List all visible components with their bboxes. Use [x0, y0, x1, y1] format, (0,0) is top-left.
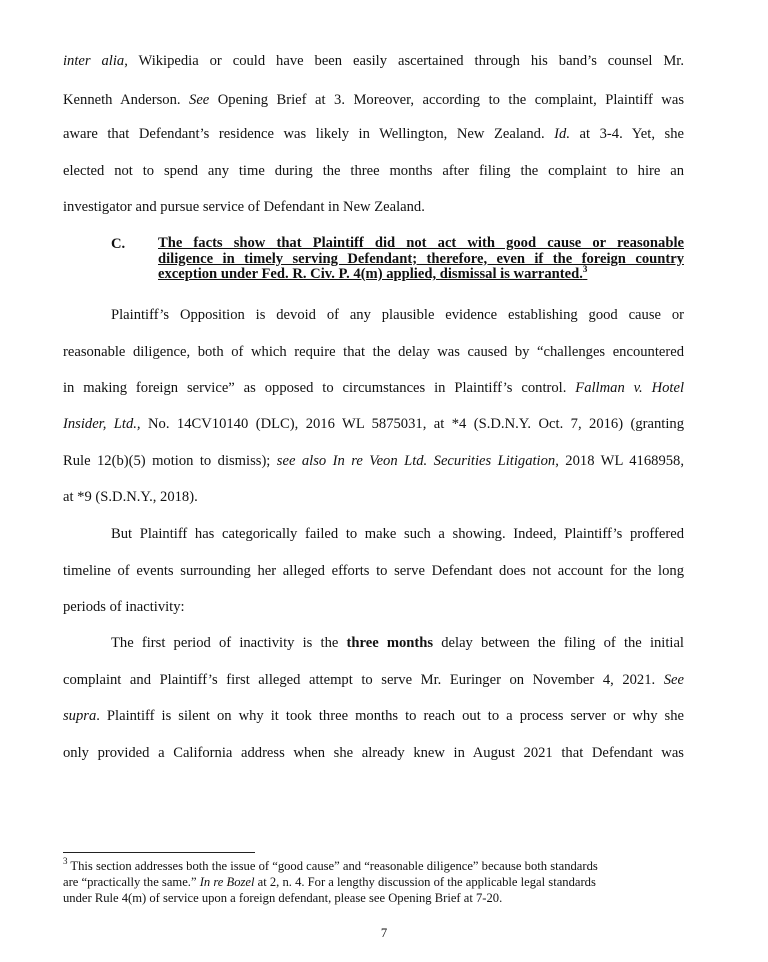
body-line-9: Insider, Ltd., No. 14CV10140 (DLC), 2016 WL 5875031, at *4 (S.D.N.Y. Oct. 7, 2016) (granting: [63, 416, 684, 432]
footnote-line-2: are “practically the same.” In re Bozel at 2, n. 4. For a lengthy discussion of the applicable legal standards: [63, 875, 596, 889]
body-line-16: complaint and Plaintiff’s first alleged attempt to serve Mr. Euringer on November 4, 2021. See: [63, 672, 684, 688]
footnote-line-1: $^3$ This section addresses both the issue of “good cause” and “reasonable diligence” because both standards: [63, 856, 598, 873]
page-number: 7: [380, 926, 388, 940]
heading-line-3: exception under Fed. R. Civ. P. 4(m) applied, dismissal is warranted.$^3$: [158, 264, 588, 282]
body-line-18: only provided a California address when she already knew in August 2021 that Defendant was: [63, 745, 684, 761]
body-line-11: at *9 (S.D.N.Y., 2018).: [63, 489, 198, 505]
body-line-10: Rule 12(b)(5) motion to dismiss); see also In re Veon Ltd. Securities Litigation, 2018 WL 4168958,: [63, 453, 684, 469]
section-label: C.: [111, 236, 126, 252]
heading-line-2: diligence in timely serving Defendant; therefore, even if the foreign country: [158, 250, 684, 267]
body-line-17: supra. Plaintiff is silent on why it took three months to reach out to a process server or why she: [63, 708, 684, 724]
section-heading: [158, 236, 684, 283]
body-line-7: reasonable diligence, both of which require that the delay was caused by “challenges encountered: [63, 344, 684, 360]
body-line-14: periods of inactivity:: [63, 599, 185, 615]
body-line-1: inter alia, Wikipedia or could have been easily ascertained through his band’s counsel Mr.: [63, 53, 684, 69]
body-line-12: But Plaintiff has categorically failed to make such a showing. Indeed, Plaintiff’s proffered: [111, 526, 684, 542]
body-line-5: investigator and pursue service of Defendant in New Zealand.: [63, 199, 425, 215]
body-line-13: timeline of events surrounding her alleged efforts to serve Defendant does not account for the long: [63, 563, 684, 579]
body-line-2: Kenneth Anderson. See Opening Brief at 3. Moreover, according to the complaint, Plaintiff was: [63, 92, 684, 108]
heading-line-1: The facts show that Plaintiff did not act with good cause or reasonable: [158, 235, 684, 251]
body-line-8: in making foreign service” as opposed to circumstances in Plaintiff’s control. Fallman v. Hotel: [63, 380, 685, 396]
footnote-separator: [63, 852, 255, 853]
footnote-ref[interactable]: 3: [582, 264, 588, 274]
body-line-3: aware that Defendant’s residence was likely in Wellington, New Zealand. Id. at 3-4. Yet, she: [63, 126, 684, 142]
footnote-marker: 3: [63, 856, 68, 866]
footnote-line-3: under Rule 4(m) of service upon a foreign defendant, please see Opening Brief at 7-20.: [63, 891, 503, 905]
body-line-6: Plaintiff’s Opposition is devoid of any plausible evidence establishing good cause or: [111, 307, 684, 323]
body-line-4: elected not to spend any time during the three months after filing the complaint to hire an: [63, 163, 684, 179]
body-line-15: The first period of inactivity is the three months delay between the filing of the initial: [111, 635, 684, 651]
